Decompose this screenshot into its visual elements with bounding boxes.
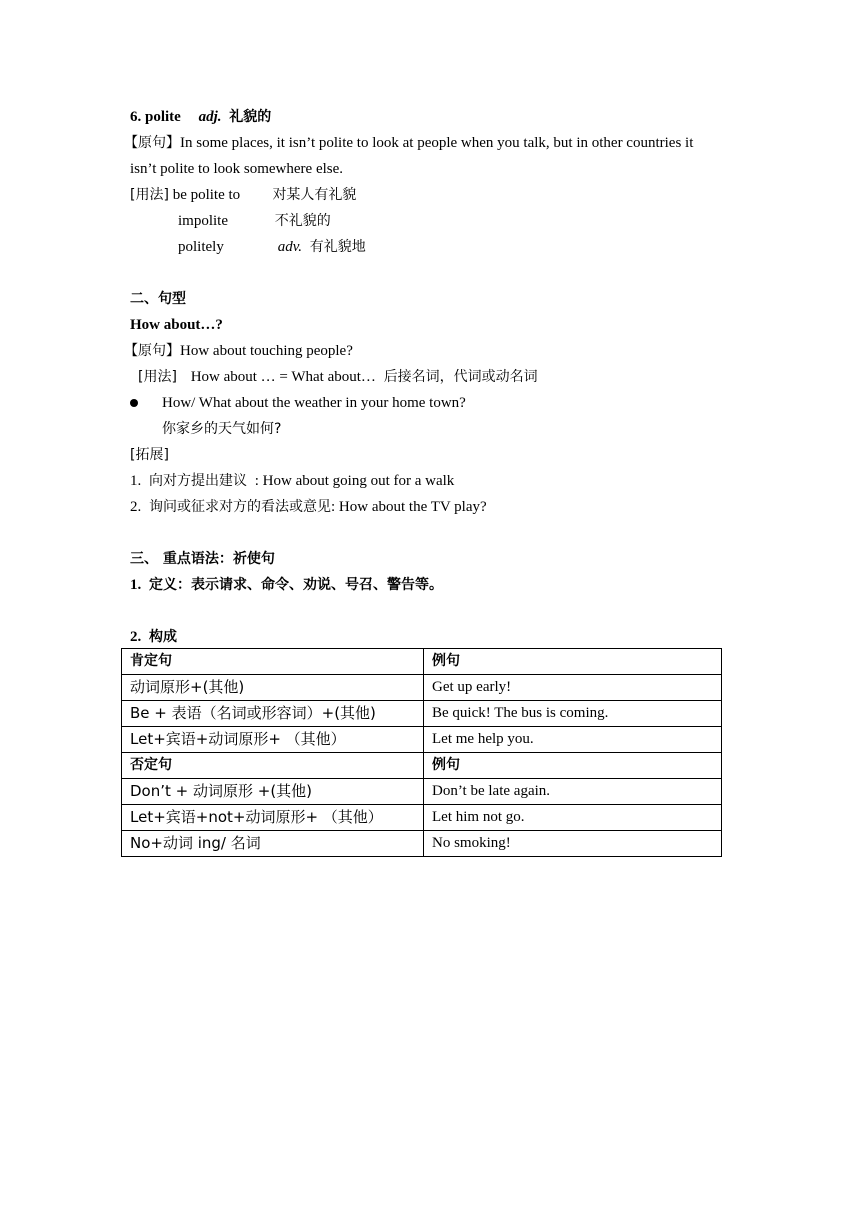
word-original-text2: isn’t polite to look somewhere else. (130, 161, 344, 177)
table-row (122, 753, 722, 779)
sentence-ext-cn: 询问或征求对方的看法或意见 (149, 499, 331, 515)
word-heading-num: 6. polite (130, 109, 181, 125)
grammar-section-title: 三、 重点语法：祈使句 (130, 551, 275, 567)
table-cell: 动词原形+(其他) (122, 675, 424, 701)
table-row (122, 727, 722, 753)
sentence-section-title: 二、句型 (130, 291, 186, 307)
sentence-ext-item-1 (130, 468, 730, 494)
table-cell: Don’t + 动词原形 +(其他) (122, 779, 424, 805)
table-cell: Be quick! The bus is coming. (424, 701, 722, 727)
sentence-usage-en: How about … = What about… (190, 369, 376, 385)
table-cell: Get up early! (424, 675, 722, 701)
bullet-dot-icon (130, 399, 138, 407)
table-row (122, 805, 722, 831)
table-cell: Don’t be late again. (424, 779, 722, 805)
grammar-struct-text: 构成 (149, 629, 177, 645)
sentence-ext-num: 2. (130, 499, 142, 515)
table-cell: Let me help you. (424, 727, 722, 753)
imperative-structure-table (121, 648, 722, 857)
word-usage-en: politely (178, 239, 224, 255)
sentence-original (124, 338, 730, 364)
table-row (122, 649, 722, 675)
word-original-line1 (124, 130, 730, 156)
sentence-ext-item-2 (130, 494, 730, 520)
word-heading (130, 104, 730, 130)
sentence-ext-tag: [拓展] (130, 447, 169, 463)
grammar-def-text: 定义：表示请求、命令、劝说、号召、警告等。 (149, 577, 443, 593)
word-usage-row-1 (130, 208, 730, 234)
sentence-original-tag: 【原句】 (124, 343, 180, 359)
table-row (122, 675, 722, 701)
word-original-tag: 【原句】 (124, 135, 180, 151)
sentence-usage (130, 364, 730, 390)
word-original-line2 (130, 156, 730, 182)
word-usage-pos: adv. (277, 239, 303, 255)
document-body (124, 104, 730, 650)
sentence-original-text: How about touching people? (180, 343, 353, 359)
grammar-struct-num: 2. (130, 629, 142, 645)
word-heading-meaning: 礼貌的 (229, 109, 272, 125)
table-cell: Let+宾语+动词原形+ （其他） (122, 727, 424, 753)
word-usage-tag: [用法] (130, 187, 169, 203)
table-cell: No+动词 ing/ 名词 (122, 831, 424, 857)
word-usage-row-2 (130, 234, 730, 260)
sentence-bullet-cn: 你家乡的天气如何? (162, 421, 282, 437)
sentence-ext-en: : How about going out for a walk (254, 473, 455, 489)
table-header-cell: 肯定句 (122, 649, 424, 675)
word-usage-cn: 不礼貌的 (274, 213, 331, 229)
word-heading-pos: adj. (198, 109, 222, 125)
sentence-pattern: How about…? (130, 317, 223, 333)
table-header-cell: 例句 (424, 753, 722, 779)
table-cell: No smoking! (424, 831, 722, 857)
word-usage-cn: 有礼貌地 (309, 239, 366, 255)
table-row (122, 831, 722, 857)
word-usage-en: impolite (178, 213, 228, 229)
table-cell: Let him not go. (424, 805, 722, 831)
grammar-structure-title (130, 624, 730, 650)
table-cell: Let+宾语+not+动词原形+ （其他） (122, 805, 424, 831)
grammar-def-num: 1. (130, 577, 142, 593)
sentence-bullet-item (130, 390, 730, 416)
sentence-ext-en: : How about the TV play? (331, 499, 487, 515)
sentence-usage-cn: 后接名词，代词或动名词 (383, 369, 538, 385)
sentence-usage-tag: [用法] (138, 369, 177, 385)
table-header-cell: 否定句 (122, 753, 424, 779)
sentence-ext-num: 1. (130, 473, 142, 489)
table-cell: Be + 表语（名词或形容词）+(其他) (122, 701, 424, 727)
table-row (122, 701, 722, 727)
sentence-bullet-en: How/ What about the weather in your home town? (162, 395, 466, 411)
word-usage-row-0 (130, 182, 730, 208)
word-usage-cn: 对某人有礼貌 (272, 187, 357, 203)
word-usage-en: be polite to (172, 187, 241, 203)
grammar-definition (130, 572, 730, 598)
table-row (122, 779, 722, 805)
sentence-ext-cn: 向对方提出建议 (149, 473, 247, 489)
word-original-text1: In some places, it isn’t polite to look at people when you talk, but in other countries it (180, 135, 694, 151)
table-header-cell: 例句 (424, 649, 722, 675)
